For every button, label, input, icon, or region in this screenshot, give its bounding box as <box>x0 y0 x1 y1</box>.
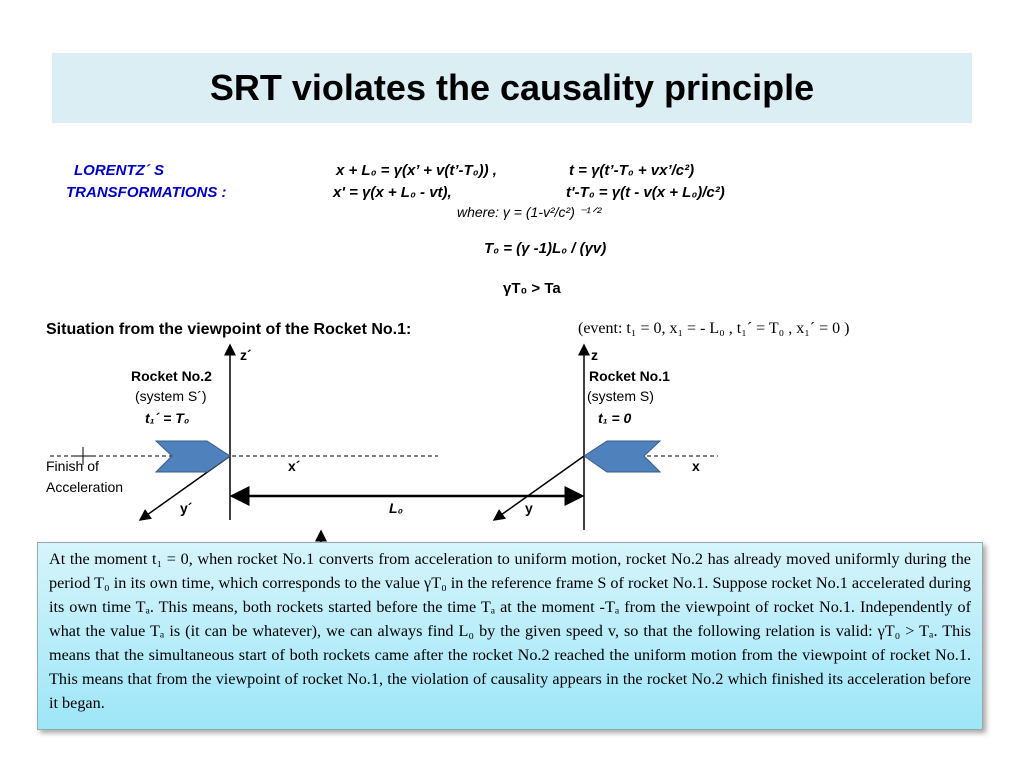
rocket1-time: t₁ = 0 <box>598 410 632 426</box>
lorentz-eq-2a: x' = γ(x + L₀ - vt), <box>333 184 452 201</box>
explanation-box <box>37 542 983 730</box>
t0-formula: T₀ = (γ -1)L₀ / (γv) <box>484 240 607 257</box>
lorentz-label-line1: LORENTZ´ S <box>74 162 164 179</box>
rocket1-name: Rocket No.1 <box>589 368 670 384</box>
finish-label-line1: Finish of <box>46 458 99 474</box>
y-label: y <box>525 500 533 516</box>
x-prime-label: x´ <box>288 458 301 474</box>
rocket2-time: t₁´ = T₀ <box>145 410 190 426</box>
lorentz-eq-2b: t'-T₀ = γ(t - v(x + L₀)/c²) <box>566 184 725 201</box>
rocket-2-shape <box>156 441 230 472</box>
rocket1-system: (system S) <box>587 388 654 404</box>
lorentz-eq-1b: t = γ(t’-T₀ + vx’/c²) <box>569 162 695 179</box>
rocket2-system: (system S´) <box>135 388 207 404</box>
finish-label-line2: Acceleration <box>46 479 124 495</box>
situation-label: Situation from the viewpoint of the Rocket No.1: <box>46 321 412 338</box>
x-label: x <box>692 458 700 474</box>
distance-label: L₀ <box>389 500 404 516</box>
slide-title: SRT violates the causality principle <box>209 67 815 108</box>
explanation-text: At the moment t₁ = 0, when rocket No.1 converts from acceleration to uniform motion, rocket No.2 has already moved uniformly during the period T₀ in its own time, which corresponds to the value γT₀ in the reference frame S of rocket No.1. Suppose rocket No.1 accelerated during its own time Tₐ. This means, both rockets started before the time Tₐ at the moment -Tₐ from the viewpoint of rocket No.1. Independently of what the value Tₐ is (it can be whatever), we can always find L₀ by the given speed v, so that the following relation is valid: γT₀ > Tₐ. This means that the simultaneous start of both rockets came after the rocket No.2 reached the uniform motion from the viewpoint of rocket No.1. This means that from the viewpoint of rocket No.1, the violation of causality appears in the rocket No.2 which finished its acceleration before it began. <box>49 550 971 712</box>
lorentz-label-line2: TRANSFORMATIONS : <box>66 184 227 201</box>
rocket2-name: Rocket No.2 <box>131 368 212 384</box>
lorentz-eq-1a: x + L₀ = γ(x’ + v(t’-T₀)) , <box>336 162 497 179</box>
z-prime-label: z´ <box>240 347 252 363</box>
z-label: z <box>591 347 598 363</box>
event-label: (event: t₁ = 0, x₁ = - L₀ , t₁´ = T₀ , x₁´ = 0 ) <box>578 320 850 337</box>
gamma-definition: where: γ = (1-v²/c²) ⁻¹ᐟ² <box>457 204 602 220</box>
y-axis <box>494 456 584 520</box>
y-prime-label: y´ <box>180 500 193 516</box>
inequality: γT₀ > Ta <box>503 280 561 297</box>
